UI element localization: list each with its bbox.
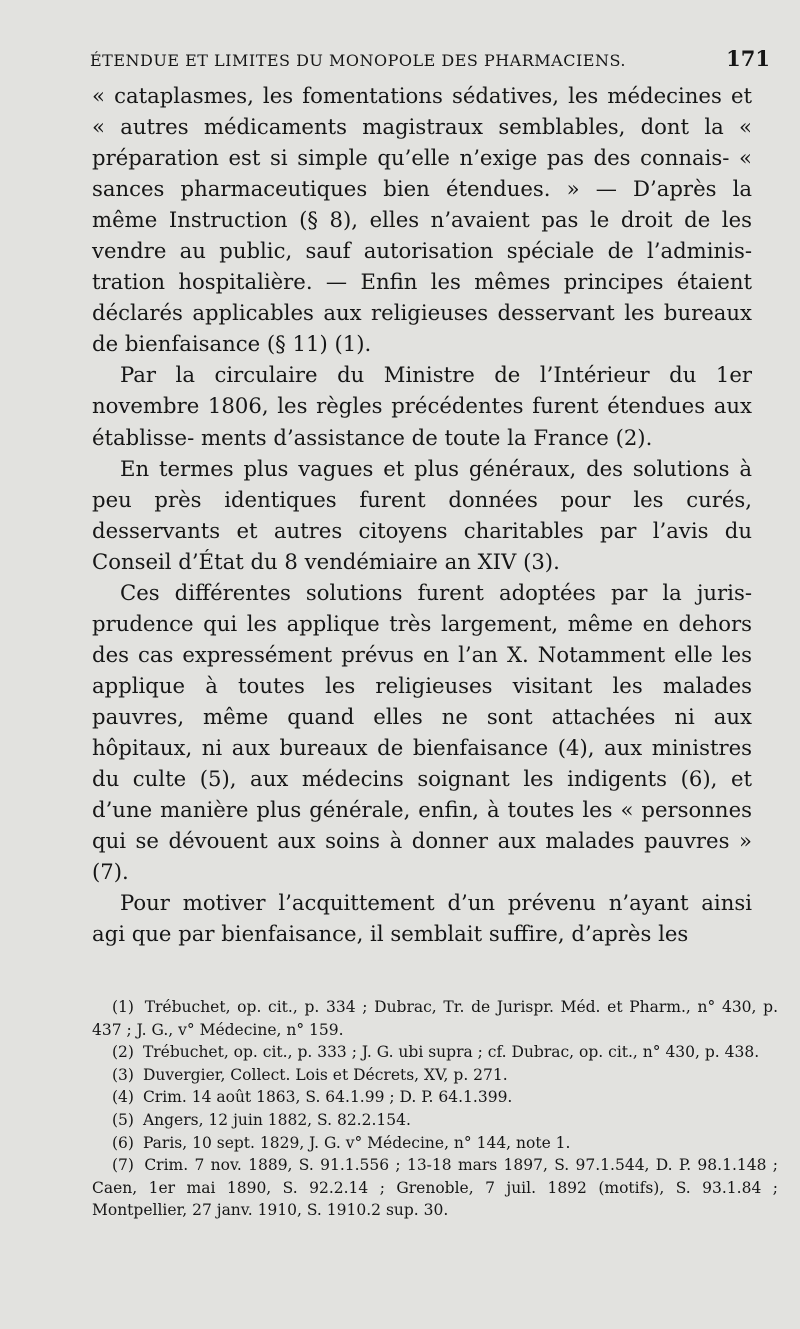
footnote — [92, 1109, 778, 1132]
footnote-number: (4) — [112, 1088, 134, 1107]
paragraph: « cataplasmes, les fomentations sédatives, les médecines et « autres médicaments magistraux semblables, dont la « préparation est si simple qu’elle n’exige pas des connais- « sances pharmaceutiques bien étendues. » — D’après la même Instruction (§ 8), elles n’avaient pas le droit de les vendre au public, sauf autorisation spéciale de l’adminis- tration hospitalière. — Enfin les mêmes principes étaient déclarés applicables aux religieuses desservant les bureaux de bienfaisance (§ 11) (1). — [92, 83, 752, 357]
footnote — [92, 1132, 778, 1155]
footnote-number: (6) — [112, 1133, 134, 1152]
footnote-text: Crim. 7 nov. 1889, S. 91.1.556 ; 13-18 mars 1897, S. 97.1.544, D. P. 98.1.148 ; Caen, 1er mai 1890, S. 92.2.14 ; Grenoble, 7 juil. 1892 (motifs), S. 93.1.84 ; Montpellier, 27 janv. 1910, S. 1910.2 sup. 30. — [92, 1156, 778, 1220]
footnote-number: (2) — [112, 1043, 134, 1062]
footnote-text: Angers, 12 juin 1882, S. 82.2.154. — [142, 1110, 411, 1129]
paragraph: Ces différentes solutions furent adoptées par la juris- prudence qui les applique très largement, même en dehors des cas expressément prévus en l’an X. Notamment elle les applique à toutes les religieuses visitant les malades pauvres, même quand elles ne sont attachées ni aux hôpitaux, ni aux bureaux de bienfaisance (4), aux ministres du culte (5), aux médecins soignant les indigents (6), et d’une manière plus générale, enfin, à toutes les « personnes qui se dévouent aux soins à donner aux malades pauvres » (7). — [92, 579, 752, 885]
body-text — [92, 80, 752, 949]
footnote — [92, 1154, 778, 1222]
footnote-number: (7) — [112, 1156, 134, 1175]
footnote — [92, 996, 778, 1041]
footnote-text: Trébuchet, op. cit., p. 333 ; J. G. ubi supra ; cf. Dubrac, op. cit., n° 430, p. 438. — [142, 1043, 760, 1062]
footnote-number: (1) — [112, 998, 134, 1016]
footnote — [92, 1086, 778, 1109]
footnote — [92, 1041, 778, 1064]
footnote-number: (3) — [112, 1065, 134, 1084]
page-number: 171 — [726, 46, 770, 71]
footnote-number: (5) — [112, 1110, 134, 1129]
paragraph: Par la circulaire du Ministre de l’Intérieur du 1er novembre 1806, les règles précédentes furent étendues aux établisse- ments d’assistance de toute la France (2). — [92, 362, 752, 450]
footnote-text: Trébuchet, op. cit., p. 334 ; Dubrac, Tr. de Jurispr. Méd. et Pharm., n° 430, p. 437 ; J. G., v° Médecine, n° 159. — [92, 998, 778, 1039]
footnotes — [92, 996, 778, 1222]
footnote-text: Paris, 10 sept. 1829, J. G. v° Médecine, n° 144, note 1. — [142, 1133, 571, 1152]
footnote-text: Crim. 14 août 1863, S. 64.1.99 ; D. P. 64.1.399. — [142, 1088, 513, 1107]
paragraph: Pour motiver l’acquittement d’un prévenu n’ayant ainsi agi que par bienfaisance, il semblait suffire, d’après les — [92, 890, 752, 947]
footnote-text: Duvergier, Collect. Lois et Décrets, XV, p. 271. — [142, 1065, 508, 1084]
page-header — [90, 46, 770, 71]
paragraph: En termes plus vagues et plus généraux, des solutions à peu près identiques furent données pour les curés, desservants et autres citoyens charitables par l’avis du Conseil d’État du 8 vendémiaire an XIV (3). — [92, 455, 752, 574]
running-head: ÉTENDUE ET LIMITES DU MONOPOLE DES PHARMACIENS. — [90, 51, 626, 70]
footnote — [92, 1064, 778, 1087]
